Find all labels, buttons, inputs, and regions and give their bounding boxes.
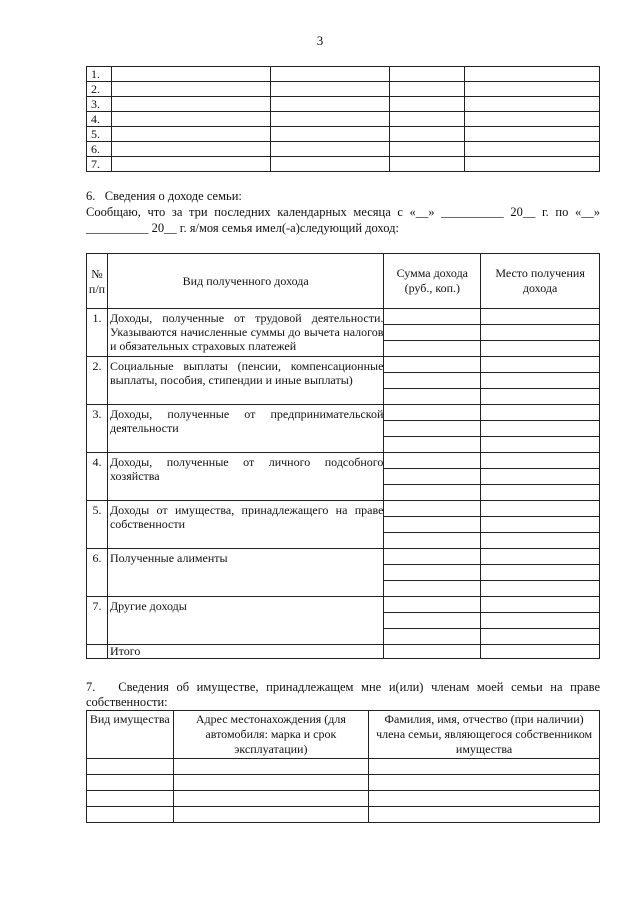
table-row	[87, 775, 600, 791]
income-row-label: Доходы от имущества, принадлежащего на праве собственности	[107, 501, 383, 549]
income-row-number: 5.	[87, 501, 108, 549]
row-number: 5.	[87, 127, 112, 142]
income-row-number: 3.	[87, 405, 108, 453]
row-number: 3.	[87, 97, 112, 112]
table-row	[87, 127, 600, 142]
table-row	[87, 157, 600, 172]
property-table-header	[87, 711, 600, 759]
table-row	[87, 97, 600, 112]
table-row	[87, 759, 600, 775]
income-row-label: Доходы, полученные от личного подсобного хозяйства	[107, 453, 383, 501]
header-property-address: Адрес местонахождения (для автомобиля: марка и срок эксплуатации)	[173, 711, 369, 759]
header-property-owner: Фамилия, имя, отчество (при наличии) члена семьи, являющегося собственником имущества	[369, 711, 600, 759]
income-row-number: 4.	[87, 453, 108, 501]
income-row-number: 6.	[87, 549, 108, 597]
section-7-title	[86, 680, 600, 710]
income-row-label: Другие доходы	[107, 597, 383, 645]
row-number: 7.	[87, 157, 112, 172]
page-number: 3	[316, 33, 324, 48]
income-row-label: Доходы, полученные от предпринимательской деятельности	[107, 405, 383, 453]
income-row-label: Полученные алименты	[107, 549, 383, 597]
header-property-kind: Вид имущества	[87, 711, 174, 759]
section-7-line2: собственности:	[86, 695, 168, 709]
header-income-place: Место получения дохода	[481, 254, 600, 309]
income-row-label: Социальные выплаты (пенсии, компенсационные выплаты, пособия, стипендии и иные выплаты)	[107, 357, 383, 405]
section-7-line1: 7. Сведения об имуществе, принадлежащем мне и(или) членам моей семьи на праве	[86, 680, 600, 694]
income-table-header	[87, 254, 600, 309]
property-table	[86, 710, 600, 823]
table-row	[87, 67, 600, 82]
table-row	[87, 112, 600, 127]
income-row-number: 1.	[87, 309, 108, 357]
section-6-statement-line1: Сообщаю, что за три последних календарных месяца с «__» __________ 20__ г. по «__»	[86, 205, 600, 219]
header-income-sum: Сумма дохода (руб., коп.)	[384, 254, 481, 309]
table-row	[87, 82, 600, 97]
table-row	[87, 807, 600, 823]
table-row	[87, 791, 600, 807]
income-row-number: 7.	[87, 597, 108, 645]
table-previous-section	[86, 66, 600, 172]
income-table	[86, 253, 600, 659]
row-number: 6.	[87, 142, 112, 157]
section-6-title: 6. Сведения о доходе семьи:	[86, 189, 242, 203]
income-total-label: Итого	[107, 645, 383, 659]
income-row-label: Доходы, полученные от трудовой деятельности. Указываются начисленные суммы до вычета налогов и обязательных страховых платежей	[107, 309, 383, 357]
section-6-statement-line2: __________ 20__ г. я/моя семья имел(-а)следующий доход:	[86, 221, 399, 235]
row-number: 4.	[87, 112, 112, 127]
header-num: № п/п	[87, 254, 108, 309]
table-row	[87, 142, 600, 157]
row-number: 2.	[87, 82, 112, 97]
header-income-type: Вид полученного дохода	[107, 254, 383, 309]
income-row-number: 2.	[87, 357, 108, 405]
row-number: 1.	[87, 67, 112, 82]
income-total-row	[87, 645, 600, 659]
